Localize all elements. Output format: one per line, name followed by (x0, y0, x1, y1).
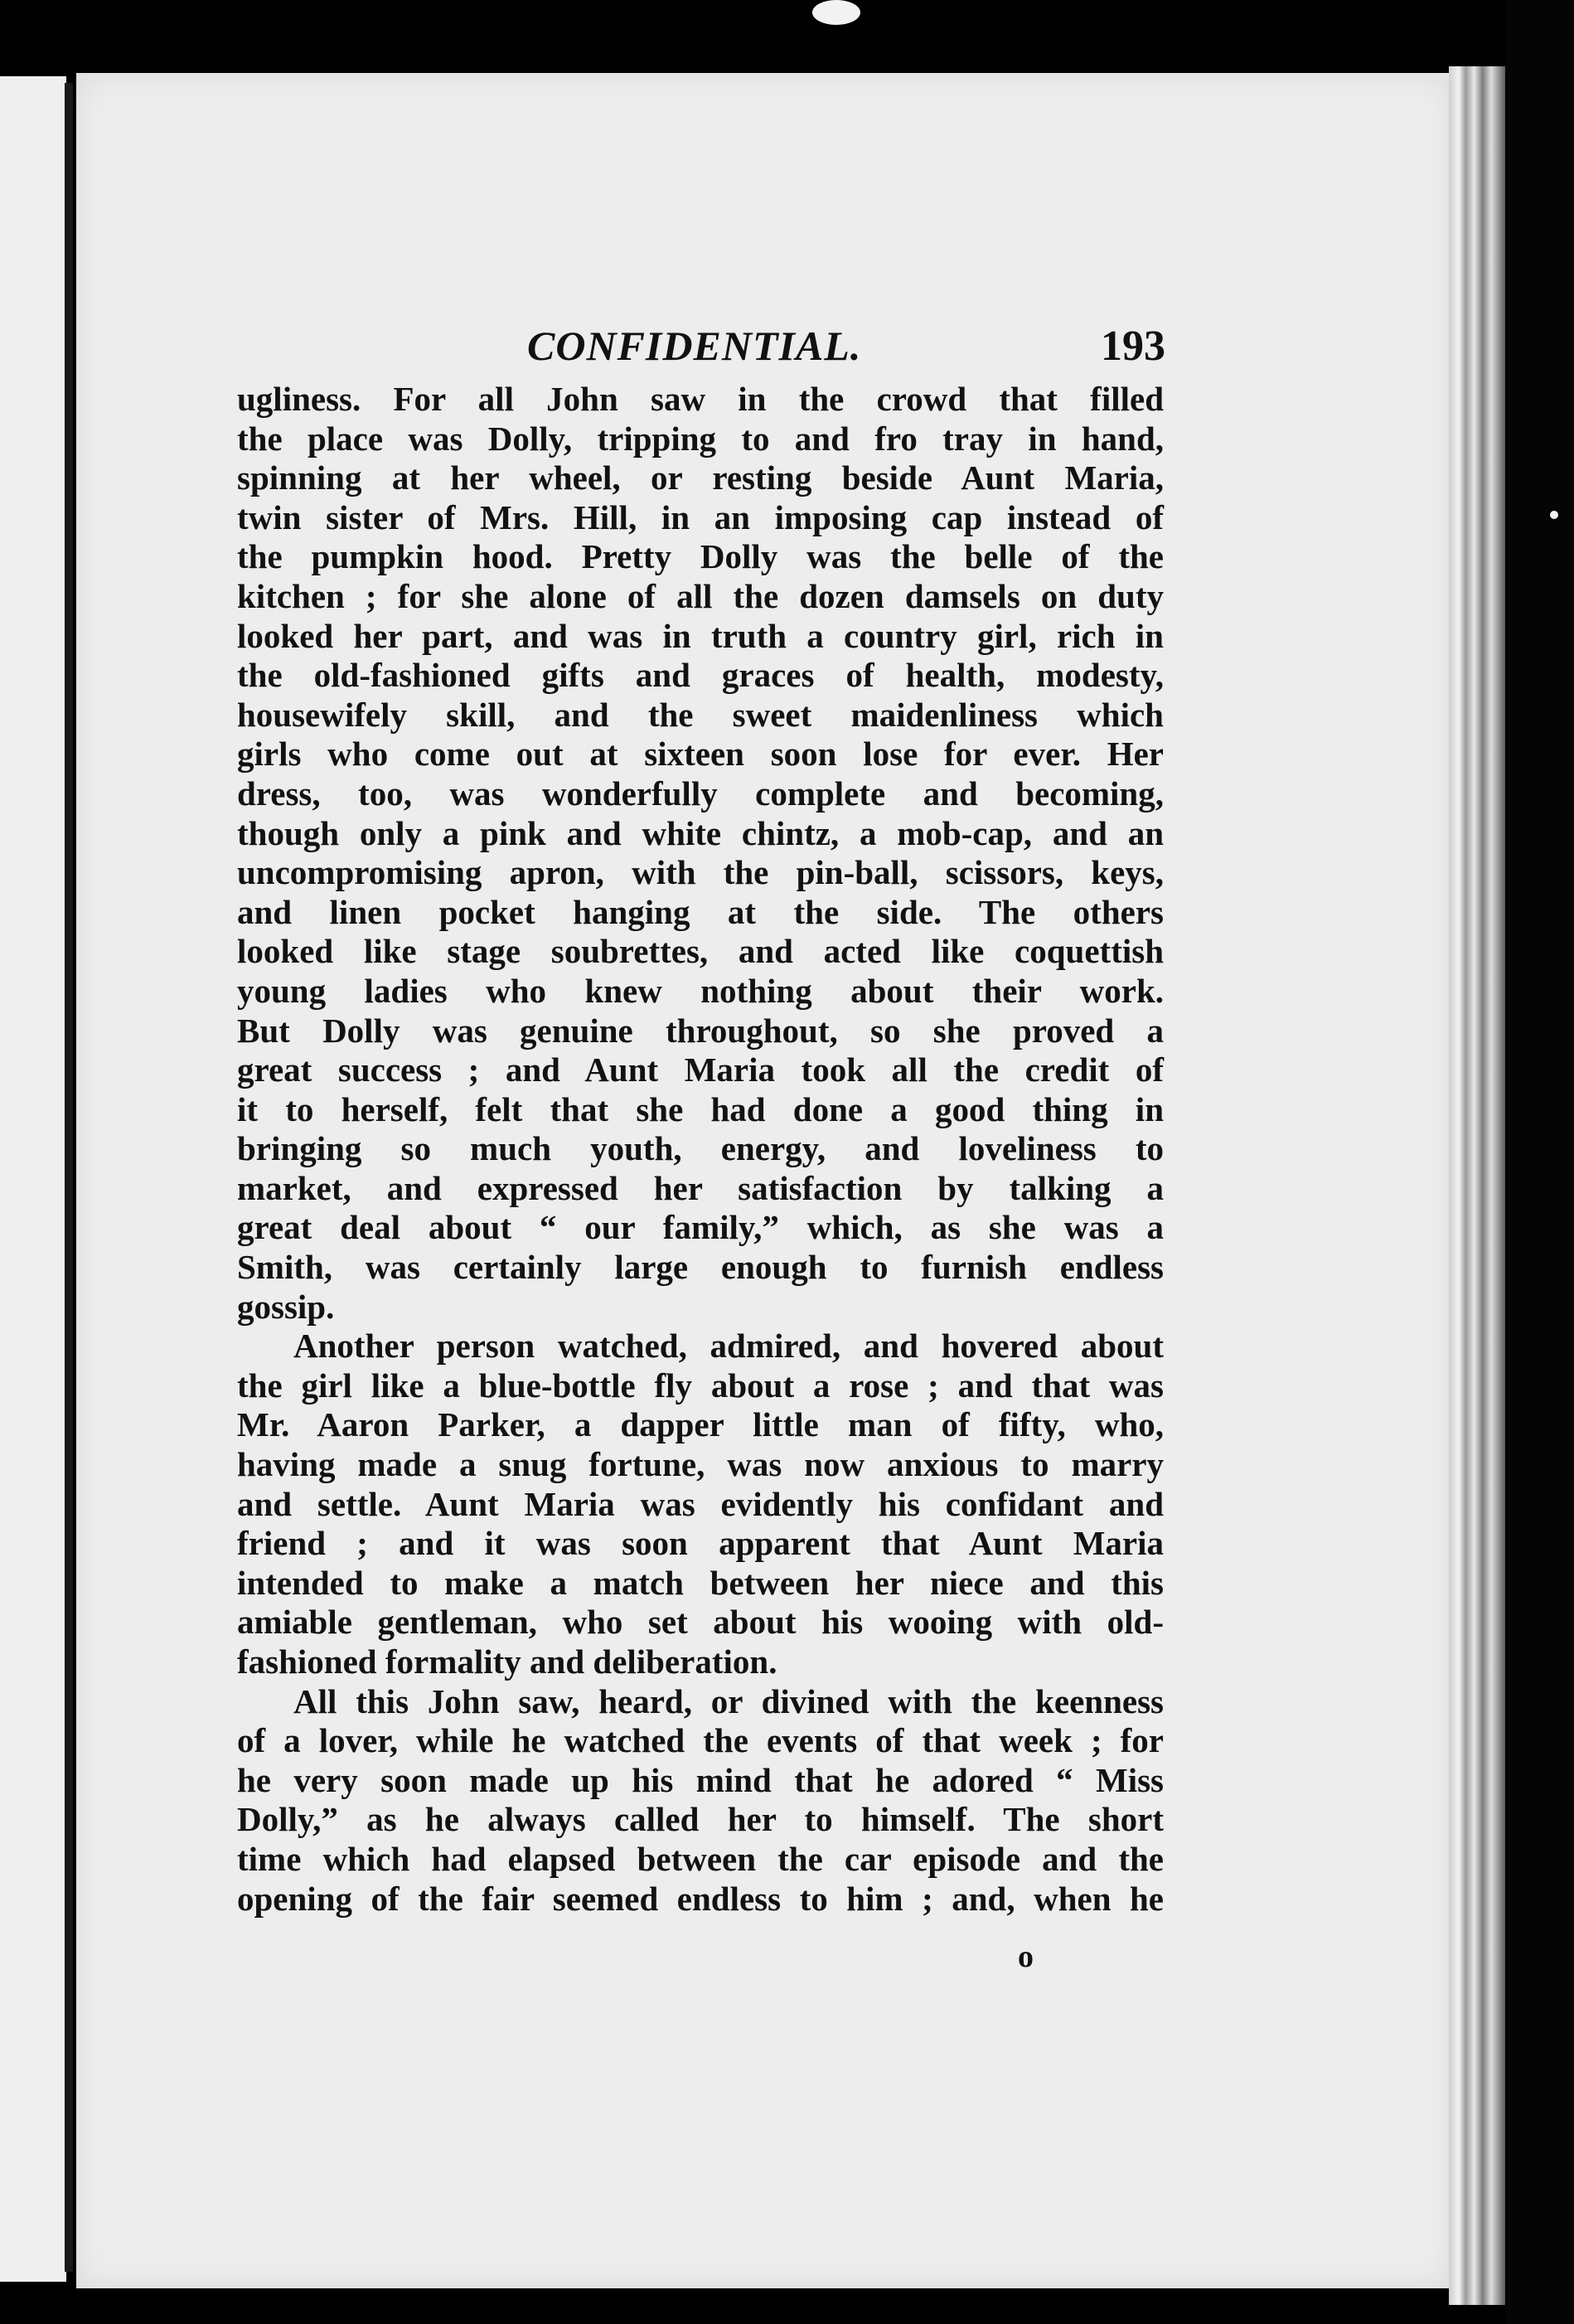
paragraph (237, 380, 1164, 1327)
text-line: intended to make a match between her niece and this (237, 1563, 1164, 1602)
paragraph (237, 1682, 1164, 1919)
text-line: girls who come out at sixteen soon lose for ever. Her (237, 735, 1164, 774)
text-line: having made a snug fortune, was now anxious to marry (237, 1445, 1164, 1484)
body-text (237, 380, 1164, 1919)
text-line: it to herself, felt that she had done a good thing in (237, 1089, 1164, 1128)
text-line: bringing so much youth, energy, and loveliness to (237, 1129, 1164, 1168)
text-line: amiable gentleman, who set about his wooing with old- (237, 1603, 1164, 1642)
text-line: All this John saw, heard, or divined with the keenness (293, 1681, 1164, 1720)
paragraph (237, 1327, 1164, 1681)
text-line: kitchen ; for she alone of all the dozen damsels on duty (237, 576, 1164, 615)
text-line: great success ; and Aunt Maria took all the credit of (237, 1050, 1164, 1089)
text-line: housewifely skill, and the sweet maidenliness which (237, 695, 1164, 734)
text-line: Mr. Aaron Parker, a dapper little man of fifty, who, (237, 1405, 1164, 1444)
page-header (527, 322, 1174, 371)
text-line: the old-fashioned gifts and graces of health, modesty, (237, 656, 1164, 695)
text-line: market, and expressed her satisfaction by talking a (237, 1168, 1164, 1207)
text-line: the place was Dolly, tripping to and fro tray in hand, (237, 419, 1164, 458)
text-line: he very soon made up his mind that he adored “ Miss (237, 1760, 1164, 1799)
scan-border-right (1505, 0, 1574, 2324)
text-line: and settle. Aunt Maria was evidently his confidant and (237, 1484, 1164, 1523)
dust-speck (812, 0, 860, 25)
text-line: young ladies who knew nothing about their work. (237, 971, 1164, 1010)
text-line: looked her part, and was in truth a country girl, rich in (237, 616, 1164, 655)
gutter-shadow (65, 83, 73, 2272)
text-line: and linen pocket hanging at the side. The others (237, 892, 1164, 931)
text-line: Smith, was certainly large enough to furnish endless (237, 1248, 1164, 1287)
signature-mark: o (1018, 1939, 1034, 1974)
text-line: dress, too, was wonderfully complete and becoming, (237, 774, 1164, 813)
text-line: looked like stage soubrettes, and acted like coquettish (237, 932, 1164, 971)
text-line: opening of the fair seemed endless to him ; and, when he (237, 1879, 1164, 1918)
page-number: 193 (1101, 323, 1165, 370)
text-line: But Dolly was genuine throughout, so she proved a (237, 1011, 1164, 1050)
text-line: gossip. (237, 1287, 335, 1326)
facing-page-edge (0, 76, 66, 2282)
page-stack-edge (1449, 66, 1505, 2305)
text-line: fashioned formality and deliberation. (237, 1642, 777, 1681)
text-line: ugliness. For all John saw in the crowd that filled (237, 380, 1164, 418)
text-line: twin sister of Mrs. Hill, in an imposing cap instead of (237, 497, 1164, 536)
text-line: of a lover, while he watched the events of that week ; for (237, 1721, 1164, 1760)
text-line: though only a pink and white chintz, a mob-cap, and an (237, 813, 1164, 852)
text-line: time which had elapsed between the car episode and the (237, 1839, 1164, 1878)
text-line: the girl like a blue-bottle fly about a rose ; and that was (237, 1366, 1164, 1405)
text-line: friend ; and it was soon apparent that Aunt Maria (237, 1524, 1164, 1563)
text-line: the pumpkin hood. Pretty Dolly was the belle of the (237, 537, 1164, 576)
text-line: Dolly,” as he always called her to himself. The short (237, 1800, 1164, 1839)
text-line: uncompromising apron, with the pin-ball, scissors, keys, (237, 853, 1164, 892)
running-head: CONFIDENTIAL. (527, 323, 862, 369)
text-line: spinning at her wheel, or resting beside Aunt Maria, (237, 458, 1164, 497)
dust-speck (1550, 511, 1558, 519)
text-line: great deal about “ our family,” which, as she was a (237, 1208, 1164, 1247)
text-line: Another person watched, admired, and hovered about (293, 1327, 1164, 1366)
